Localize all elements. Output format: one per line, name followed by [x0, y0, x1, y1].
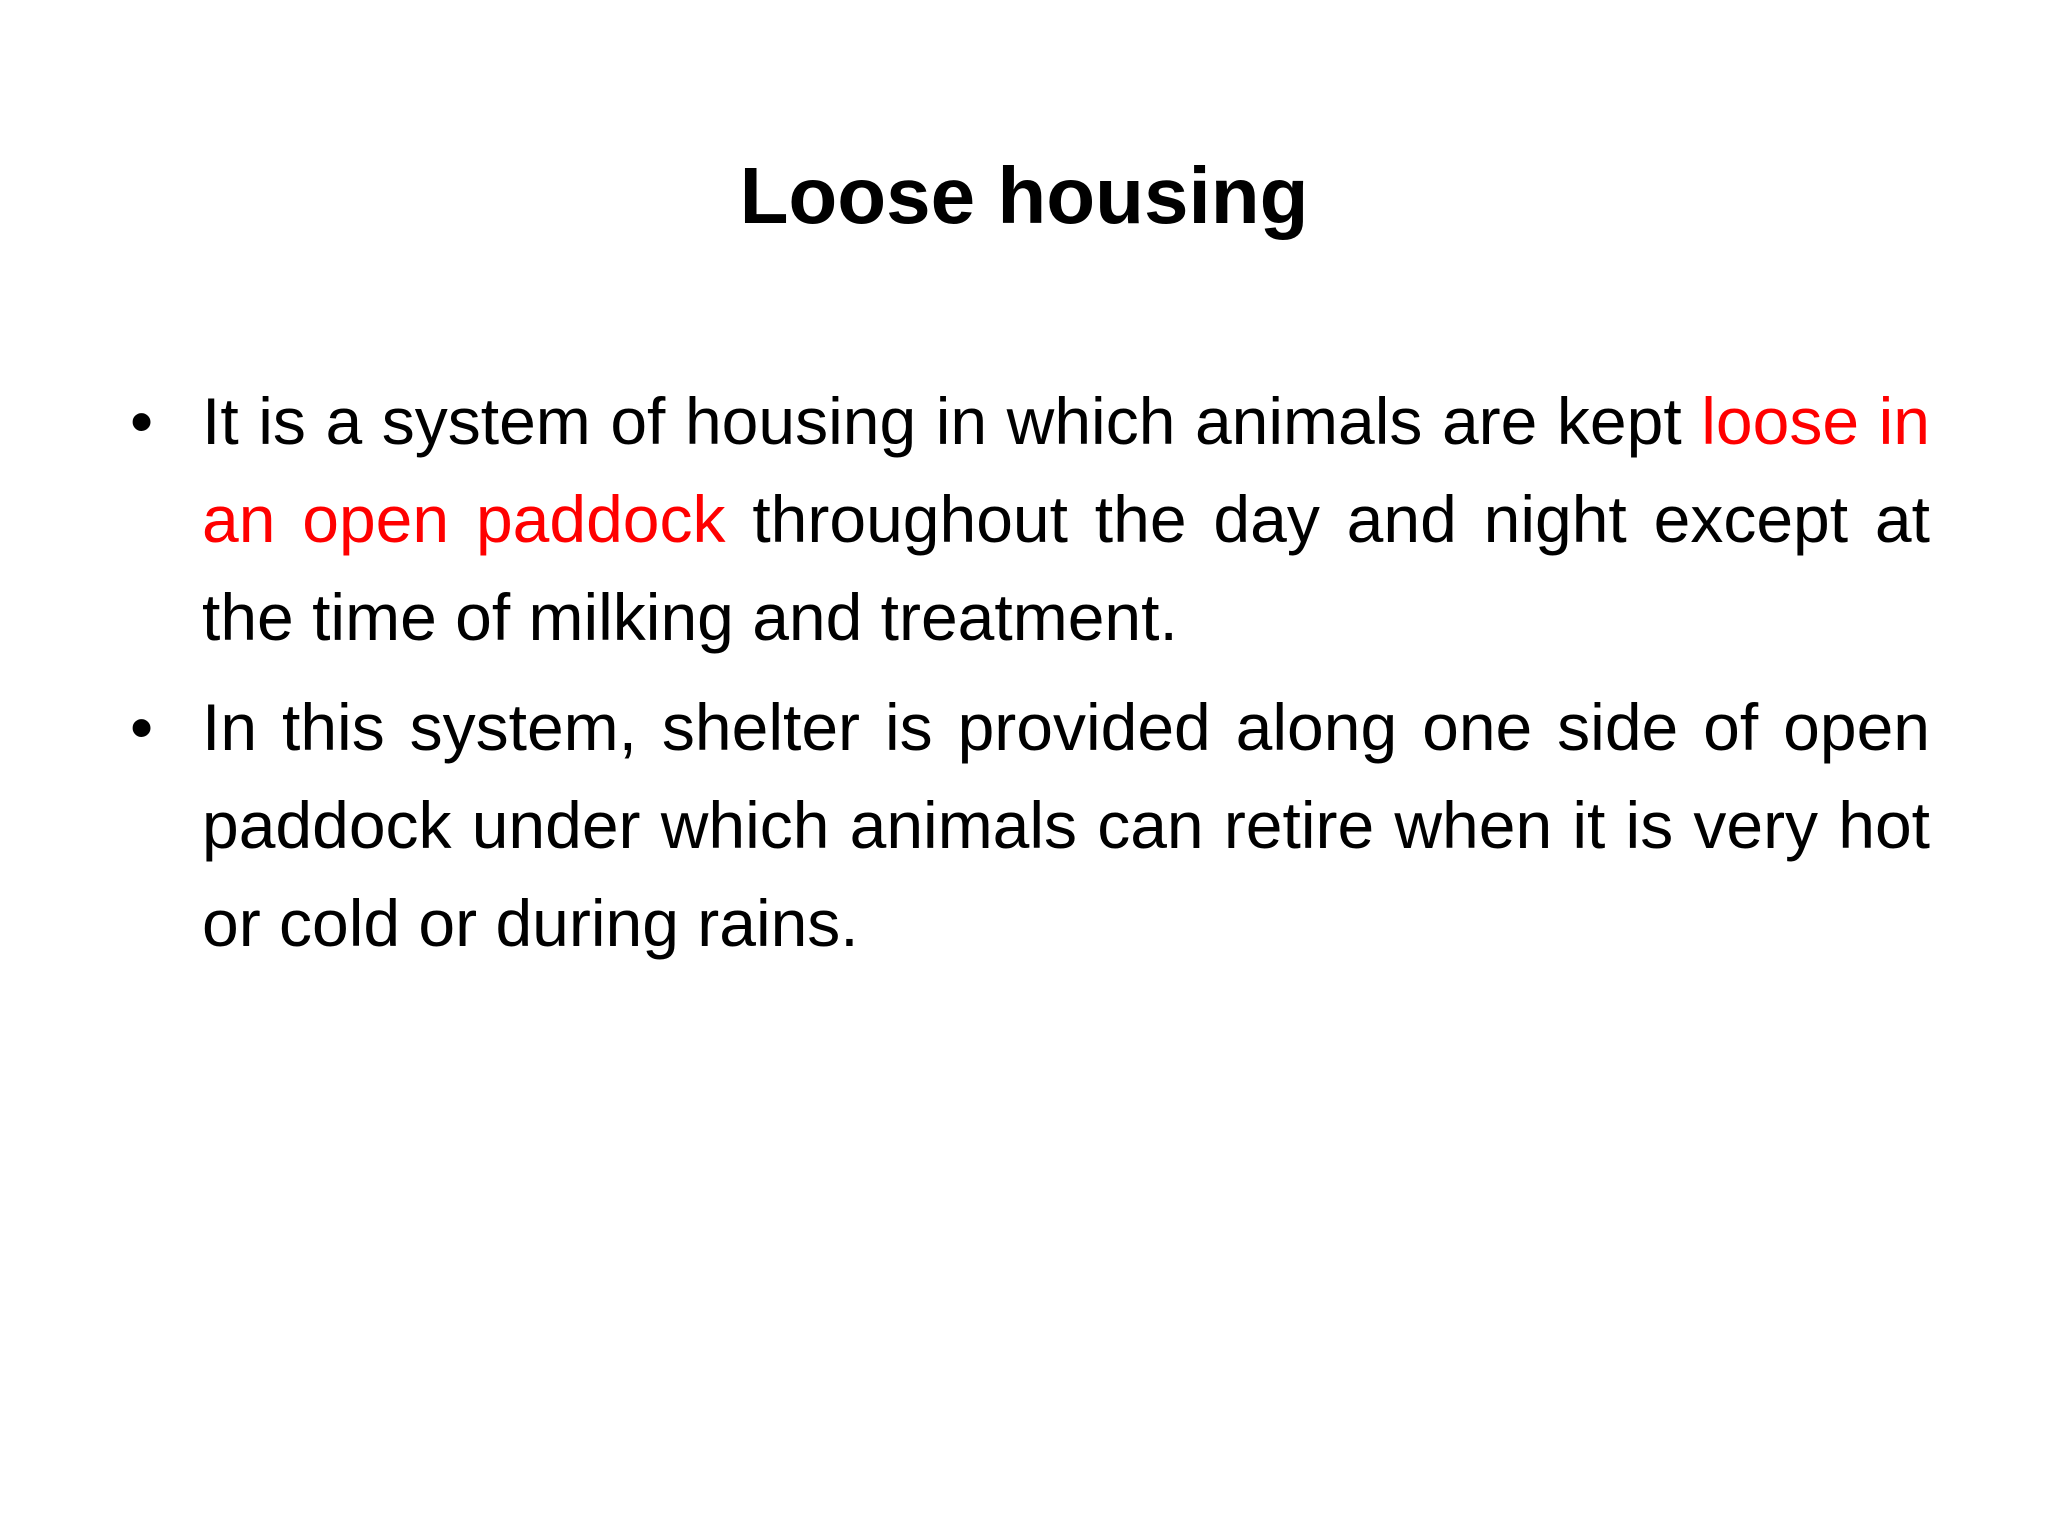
bullet-icon: • [130, 690, 154, 764]
bullet-1-text-after: throughout the day and night except at the time of milking and treatment. [202, 482, 1930, 654]
bullet-list [130, 372, 1930, 984]
bullet-item-1 [130, 372, 1930, 666]
bullet-2-text: In this system, shelter is provided along one side of open paddock under which animals can retire when it is very hot or cold or during rains. [202, 690, 1930, 960]
bullet-item-2 [130, 678, 1930, 972]
bullet-icon: • [130, 384, 154, 458]
bullet-1-highlight: loose in an open paddock [202, 384, 1930, 556]
bullet-1-text-before: It is a system of housing in which animals are kept [202, 384, 1702, 458]
slide-title: Loose housing [739, 151, 1309, 240]
